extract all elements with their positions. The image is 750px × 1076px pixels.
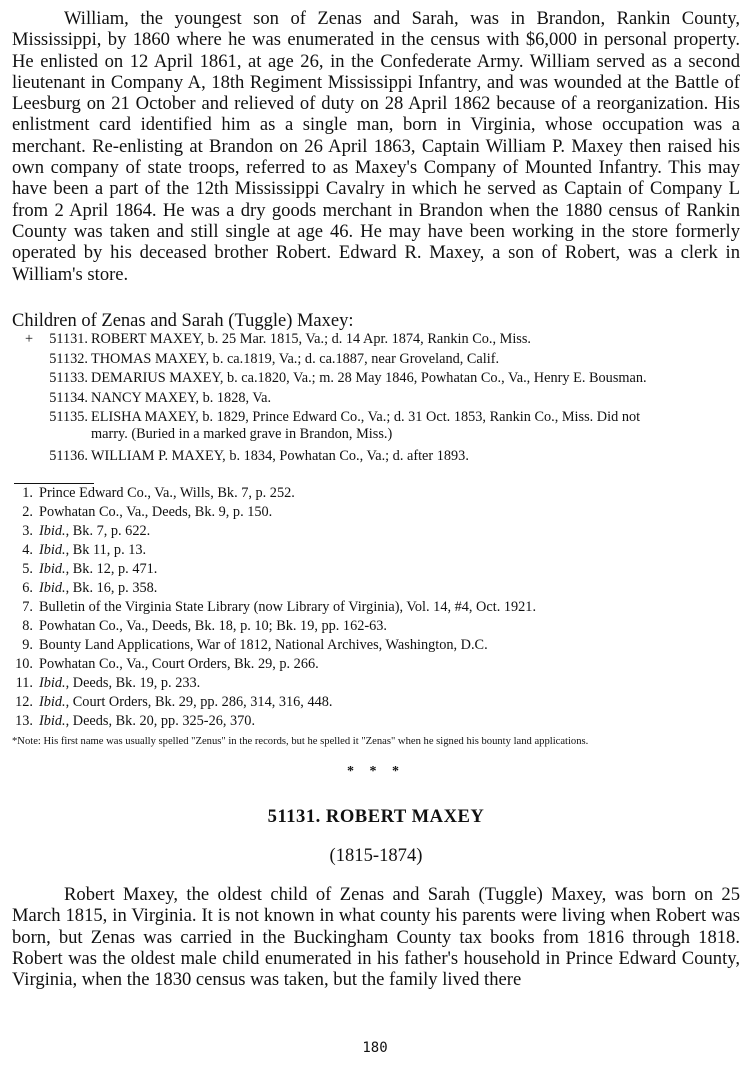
children-heading: Children of Zenas and Sarah (Tuggle) Maxey:: [12, 311, 354, 331]
child-entry: [12, 370, 647, 387]
footnote-text: Powhatan Co., Va., Court Orders, Bk. 29, p. 266.: [39, 656, 319, 672]
footnote-note: *Note: His first name was usually spelled "Zenus" in the records, but he spelled it "Zenas" when he signed his bounty land applications.: [12, 736, 589, 747]
child-number: 51136.: [49, 448, 88, 464]
footnote: [12, 485, 295, 502]
child-entry: [12, 351, 499, 368]
footnote-ibid: Ibid.: [39, 561, 66, 577]
footnote: [12, 713, 255, 730]
footnote-text: Bulletin of the Virginia State Library (now Library of Virginia), Vol. 14, #4, Oct. 1921.: [39, 599, 537, 615]
footnote-text: , Bk. 16, p. 358.: [65, 580, 158, 596]
footnote-number: 3.: [22, 523, 33, 539]
child-text: ROBERT MAXEY, b. 25 Mar. 1815, Va.; d. 14 Apr. 1874, Rankin Co., Miss.: [91, 331, 531, 347]
footnote-number: 11.: [15, 675, 33, 691]
child-number: 51131.: [49, 331, 88, 347]
footnote-number: 4.: [22, 542, 33, 558]
child-number: 51133.: [49, 370, 88, 386]
footnote-text: Prince Edward Co., Va., Wills, Bk. 7, p. 252.: [39, 485, 295, 501]
section-dates: (1815-1874): [329, 845, 423, 866]
footnote-ibid: Ibid.: [39, 542, 66, 558]
footnote-number: 7.: [22, 599, 33, 615]
footnote-text: Powhatan Co., Va., Deeds, Bk. 9, p. 150.: [39, 504, 273, 520]
child-text: ELISHA MAXEY, b. 1829, Prince Edward Co., Va.; d. 31 Oct. 1853, Rankin Co., Miss. Did not: [91, 409, 641, 425]
footnote: [12, 599, 536, 616]
section-title: 51131. ROBERT MAXEY: [267, 806, 485, 827]
footnote: [12, 694, 332, 711]
footnote: [12, 561, 157, 578]
child-marker: +: [25, 331, 34, 347]
footnote-text: Bounty Land Applications, War of 1812, National Archives, Washington, D.C.: [39, 637, 488, 653]
footnote-number: 5.: [22, 561, 33, 577]
footnote-ibid: Ibid.: [39, 523, 66, 539]
footnote: [12, 618, 387, 635]
footnote: [12, 656, 319, 673]
footnote: [12, 542, 146, 559]
child-number: 51134.: [49, 390, 88, 406]
footnote-ibid: Ibid.: [39, 713, 66, 729]
footnote-number: 8.: [22, 618, 33, 634]
child-text: DEMARIUS MAXEY, b. ca.1820, Va.; m. 28 May 1846, Powhatan Co., Va., Henry E. Bousman.: [91, 370, 647, 386]
footnote-ibid: Ibid.: [39, 694, 66, 710]
child-entry: [12, 448, 469, 465]
footnote: [12, 580, 157, 597]
footnote-ibid: Ibid.: [39, 675, 66, 691]
child-text: WILLIAM P. MAXEY, b. 1834, Powhatan Co., Va.; d. after 1893.: [91, 448, 469, 464]
footnote: [12, 504, 272, 521]
child-entry: [12, 390, 271, 407]
footnote-number: 12.: [15, 694, 33, 710]
footnote-number: 2.: [22, 504, 33, 520]
footnote-number: 13.: [15, 713, 33, 729]
footnote-number: 6.: [22, 580, 33, 596]
footnote-number: 1.: [22, 485, 33, 501]
page-number: 180: [362, 1040, 388, 1056]
child-continuation: marry. (Buried in a marked grave in Brandon, Miss.): [91, 426, 393, 442]
footnote-text: , Deeds, Bk. 19, p. 233.: [65, 675, 201, 691]
child-entry: [12, 409, 640, 443]
child-number: 51132.: [49, 351, 88, 367]
child-text: THOMAS MAXEY, b. ca.1819, Va.; d. ca.1887, near Groveland, Calif.: [91, 351, 500, 367]
section-separator: * * *: [347, 764, 405, 779]
body-paragraph: William, the youngest son of Zenas and Sarah, was in Brandon, Rankin County, Mississippi, by 1860 where he was enumerated in the census with $6,000 in personal property. He enlisted on 12 April 1861, at age 26, in the Confederate Army. William served as a second lieutenant in Company A, 18th Regiment Mississippi Infantry, and was wounded at the Battle of Leesburg on 21 October and relieved of duty on 28 April 1862 because of a reorganization. His enlistment card identified him as a single man, born in Virginia, whose occupation was a merchant. Re-enlisting at Brandon on 26 April 1863, Captain William P. Maxey then raised his own company of state troops, referred to as Maxey's Company of Mounted Infantry. This may have been a part of the 12th Mississippi Cavalry in which he served as Captain of Company L from 2 April 1864. He was a dry goods merchant in Brandon when the 1880 census of Rankin County was taken and still single at age 46. He may have been working in the store formerly operated by his deceased brother Robert. Edward R. Maxey, a son of Robert, was a clerk in William's store.: [12, 8, 740, 285]
footnote-text: , Bk. 7, p. 622.: [65, 523, 151, 539]
footnote-text: Powhatan Co., Va., Deeds, Bk. 18, p. 10; Bk. 19, pp. 162-63.: [39, 618, 388, 634]
footnote-text: , Deeds, Bk. 20, pp. 325-26, 370.: [65, 713, 256, 729]
footnote: [12, 675, 200, 692]
footnote: [12, 523, 150, 540]
footnote-text: , Court Orders, Bk. 29, pp. 286, 314, 316, 448.: [65, 694, 333, 710]
footnote-rule: [14, 483, 94, 484]
footnote: [12, 637, 488, 654]
child-number: 51135.: [49, 409, 88, 425]
footnote-number: 9.: [22, 637, 33, 653]
footnote-ibid: Ibid.: [39, 580, 66, 596]
footnote-text: , Bk. 12, p. 471.: [65, 561, 158, 577]
child-entry: [12, 331, 531, 348]
footnote-text: , Bk 11, p. 13.: [65, 542, 147, 558]
footnote-number: 10.: [15, 656, 33, 672]
section-paragraph: Robert Maxey, the oldest child of Zenas and Sarah (Tuggle) Maxey, was born on 25 March 1815, in Virginia. It is not known in what county his parents were living when Robert was born, but Zenas was carried in the Buckingham County tax books from 1816 through 1818. Robert was the oldest male child enumerated in his father's household in Prince Edward County, Virginia, when the 1830 census was taken, but the family lived there: [12, 884, 740, 991]
child-text: NANCY MAXEY, b. 1828, Va.: [91, 390, 272, 406]
